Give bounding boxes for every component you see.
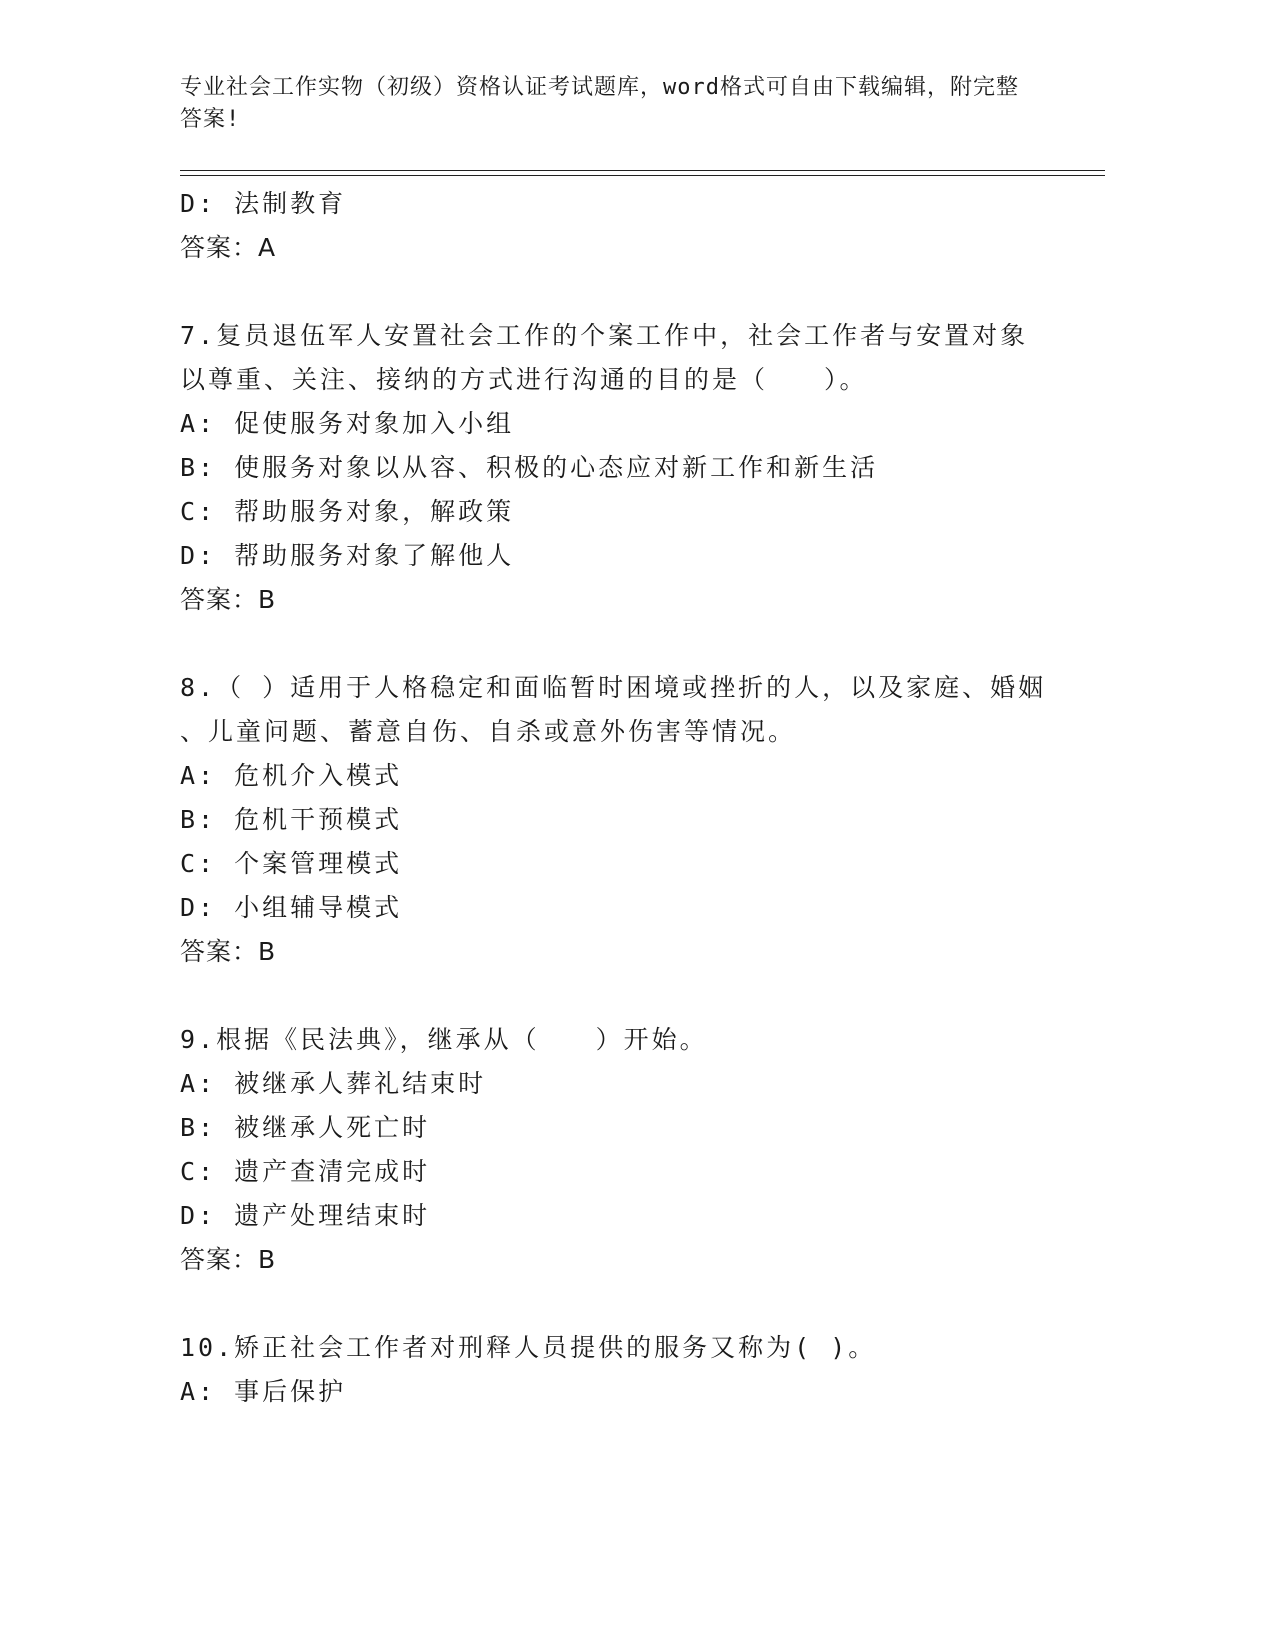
question-7 [180, 314, 1060, 622]
document-header: 专业社会工作实物（初级）资格认证考试题库，word格式可自由下载编辑，附完整答案! [180, 75, 1019, 132]
answer-line: 答案：B [180, 937, 277, 966]
option-b: B: 使服务对象以从容、积极的心态应对新工作和新生活 [180, 453, 879, 482]
question-text-continued: 以尊重、关注、接纳的方式进行沟通的目的是（ ）。 [180, 365, 868, 394]
question-text: 8.（ ）适用于人格稳定和面临暂时困境或挫折的人，以及家庭、婚姻 [180, 673, 1047, 702]
header-divider-top [180, 170, 1105, 171]
question-text-continued: 、儿童问题、蓄意自伤、自杀或意外伤害等情况。 [180, 717, 797, 746]
option-d: D: 帮助服务对象了解他人 [180, 541, 515, 570]
answer-line: 答案：A [180, 233, 277, 262]
option-a: A: 事后保护 [180, 1377, 347, 1406]
document-body [180, 182, 1060, 1414]
question-10 [180, 1326, 1060, 1414]
question-8 [180, 666, 1060, 974]
question-9 [180, 1018, 1060, 1282]
question-text: 10.矫正社会工作者对刑释人员提供的服务又称为( )。 [180, 1333, 877, 1362]
answer-line: 答案：B [180, 585, 277, 614]
question-text: 7.复员退伍军人安置社会工作的个案工作中，社会工作者与安置对象 [180, 321, 1029, 350]
option-b: B: 危机干预模式 [180, 805, 403, 834]
option-d: D: 小组辅导模式 [180, 893, 403, 922]
option-c: C: 遗产查清完成时 [180, 1157, 431, 1186]
option-a: A: 被继承人葬礼结束时 [180, 1069, 487, 1098]
question-text: 9.根据《民法典》，继承从（ ）开始。 [180, 1025, 708, 1054]
header-divider-bottom [180, 175, 1105, 176]
option-a: A: 促使服务对象加入小组 [180, 409, 515, 438]
option-d: D: 法制教育 [180, 189, 347, 218]
answer-line: 答案：B [180, 1245, 277, 1274]
option-b: B: 被继承人死亡时 [180, 1113, 431, 1142]
option-d: D: 遗产处理结束时 [180, 1201, 431, 1230]
option-c: C: 帮助服务对象，解政策 [180, 497, 515, 526]
option-c: C: 个案管理模式 [180, 849, 403, 878]
option-a: A: 危机介入模式 [180, 761, 403, 790]
